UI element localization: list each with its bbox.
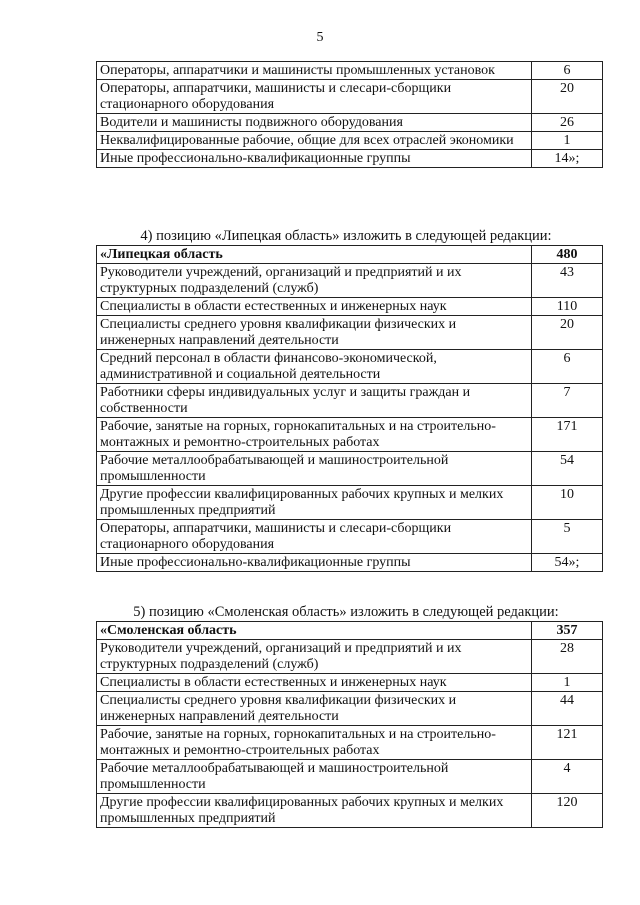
table-row (97, 80, 603, 114)
row-value: 54»; (532, 554, 603, 572)
row-value: 14»; (532, 150, 603, 168)
table-row (97, 62, 603, 80)
table-row (97, 726, 603, 760)
row-value: 121 (532, 726, 603, 760)
row-label: Рабочие, занятые на горных, горнокапитальных и на строительно-монтажных и ремонтно-строительных работах (97, 726, 532, 760)
table-row (97, 150, 603, 168)
row-value: 20 (532, 80, 603, 114)
table-header-row (97, 622, 603, 640)
row-label: Специалисты в области естественных и инженерных наук (97, 674, 532, 692)
row-label: Специалисты среднего уровня квалификации физических и инженерных направлений деятельности (97, 316, 532, 350)
row-value: 120 (532, 794, 603, 828)
row-value: 1 (532, 132, 603, 150)
region-name: «Смоленская область (97, 622, 532, 640)
row-value: 20 (532, 316, 603, 350)
smolensk-table (96, 621, 603, 828)
row-value: 43 (532, 264, 603, 298)
table-row (97, 486, 603, 520)
region-total: 357 (532, 622, 603, 640)
row-label: Средний персонал в области финансово-экономической, административной и социальной деятельности (97, 350, 532, 384)
table-row (97, 554, 603, 572)
table-row (97, 794, 603, 828)
row-label: Руководители учреждений, организаций и предприятий и их структурных подразделений (служб) (97, 264, 532, 298)
table-row (97, 520, 603, 554)
row-label: Руководители учреждений, организаций и предприятий и их структурных подразделений (служб) (97, 640, 532, 674)
row-value: 6 (532, 62, 603, 80)
table-header-row (97, 246, 603, 264)
row-label: Неквалифицированные рабочие, общие для всех отраслей экономики (97, 132, 532, 150)
region-name: «Липецкая область (97, 246, 532, 264)
row-value: 54 (532, 452, 603, 486)
row-value: 5 (532, 520, 603, 554)
table-row (97, 384, 603, 418)
region-total: 480 (532, 246, 603, 264)
table-row (97, 316, 603, 350)
row-label: Операторы, аппаратчики и машинисты промышленных установок (97, 62, 532, 80)
table-row (97, 132, 603, 150)
row-value: 26 (532, 114, 603, 132)
smolensk-section-heading: 5) позицию «Смоленская область» изложить в следующей редакции: (133, 604, 559, 620)
row-label: Рабочие, занятые на горных, горнокапитальных и на строительно-монтажных и ремонтно-строительных работах (97, 418, 532, 452)
row-label: Специалисты среднего уровня квалификации физических и инженерных направлений деятельности (97, 692, 532, 726)
table-row (97, 264, 603, 298)
lipetsk-table (96, 245, 603, 572)
row-value: 110 (532, 298, 603, 316)
lipetsk-section-heading: 4) позицию «Липецкая область» изложить в следующей редакции: (140, 228, 552, 244)
table-row (97, 452, 603, 486)
row-label: Операторы, аппаратчики, машинисты и слесари-сборщики стационарного оборудования (97, 520, 532, 554)
occupations-table-continued (96, 61, 603, 168)
table-row (97, 760, 603, 794)
row-value: 28 (532, 640, 603, 674)
page-number: 5 (316, 30, 324, 45)
table-row (97, 114, 603, 132)
row-label: Другие профессии квалифицированных рабочих крупных и мелких промышленных предприятий (97, 794, 532, 828)
row-label: Иные профессионально-квалификационные группы (97, 554, 532, 572)
row-value: 6 (532, 350, 603, 384)
row-value: 44 (532, 692, 603, 726)
row-label: Операторы, аппаратчики, машинисты и слесари-сборщики стационарного оборудования (97, 80, 532, 114)
row-label: Специалисты в области естественных и инженерных наук (97, 298, 532, 316)
table-row (97, 350, 603, 384)
row-value: 171 (532, 418, 603, 452)
row-label: Работники сферы индивидуальных услуг и защиты граждан и собственности (97, 384, 532, 418)
row-label: Другие профессии квалифицированных рабочих крупных и мелких промышленных предприятий (97, 486, 532, 520)
table-row (97, 640, 603, 674)
row-label: Иные профессионально-квалификационные группы (97, 150, 532, 168)
row-value: 10 (532, 486, 603, 520)
table-row (97, 674, 603, 692)
table-row (97, 418, 603, 452)
row-label: Рабочие металлообрабатывающей и машиностроительной промышленности (97, 760, 532, 794)
row-label: Водители и машинисты подвижного оборудования (97, 114, 532, 132)
row-label: Рабочие металлообрабатывающей и машиностроительной промышленности (97, 452, 532, 486)
row-value: 7 (532, 384, 603, 418)
row-value: 4 (532, 760, 603, 794)
table-row (97, 298, 603, 316)
row-value: 1 (532, 674, 603, 692)
table-row (97, 692, 603, 726)
